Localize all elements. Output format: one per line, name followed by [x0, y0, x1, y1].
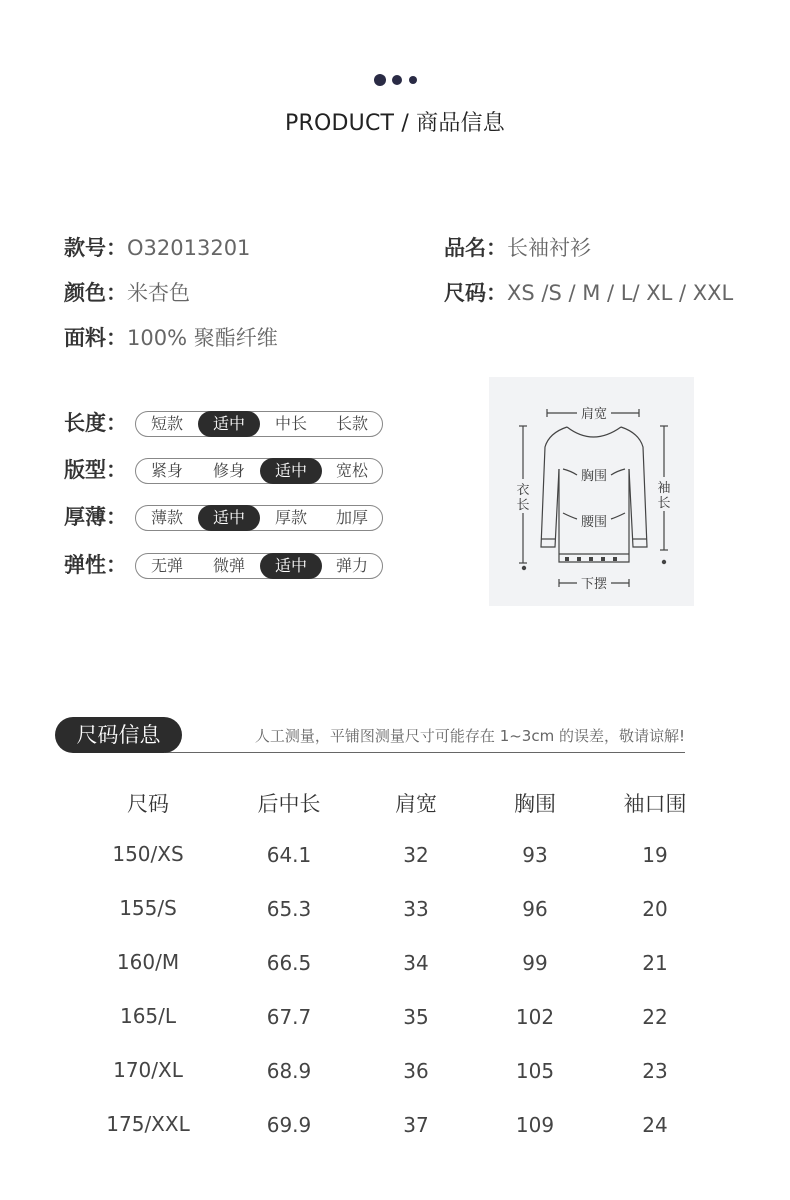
shirt-outline-icon: [489, 377, 694, 606]
diagram-sleeve-label: 袖: [657, 481, 671, 496]
attribute-option: 厚款: [274, 508, 307, 527]
attribute-scale: [135, 553, 383, 579]
table-cell: 66.5: [266, 951, 312, 975]
table-cell: 150/XS: [112, 842, 184, 866]
table-cell: 67.7: [266, 1005, 312, 1029]
divider: [165, 752, 685, 753]
table-cell: 165/L: [119, 1004, 177, 1028]
dot-icon: [409, 76, 417, 84]
table-cell: 23: [642, 1059, 668, 1083]
table-cell: 175/XXL: [106, 1112, 190, 1136]
table-cell: 19: [642, 843, 668, 867]
style-number-label: 款号：: [64, 236, 127, 260]
size-label: 尺码：: [444, 281, 507, 305]
diagram-length-label: 衣: [516, 483, 530, 498]
table-cell: 33: [403, 897, 429, 921]
table-cell: 69.9: [266, 1113, 312, 1137]
table-cell: 170/XL: [113, 1058, 183, 1082]
table-cell: 93: [522, 843, 548, 867]
table-cell: 36: [403, 1059, 429, 1083]
size-info-header: [55, 717, 685, 753]
fabric-value: 100% 聚酯纤维: [127, 326, 278, 350]
table-cell: 160/M: [116, 950, 180, 974]
table-cell: 109: [515, 1113, 555, 1137]
attribute-option: 适中: [198, 505, 260, 531]
attribute-label: 版型：: [64, 458, 127, 482]
color-value: 米杏色: [127, 281, 190, 305]
table-cell: 105: [515, 1059, 555, 1083]
dot-icon: [374, 74, 386, 86]
table-cell: 32: [403, 843, 429, 867]
fabric-label: 面料：: [64, 326, 127, 350]
attribute-option: 适中: [260, 458, 322, 484]
size-info-tab: 尺码信息: [55, 717, 182, 753]
table-cell: 65.3: [266, 897, 312, 921]
product-name: [444, 232, 591, 262]
table-cell: 37: [403, 1113, 429, 1137]
size-value: XS /S / M / L/ XL / XXL: [507, 281, 734, 305]
measurement-note: 人工测量，平铺图测量尺寸可能存在 1~3cm 的误差，敬请谅解!: [254, 727, 685, 745]
attribute-option: 加厚: [335, 508, 368, 527]
attribute-option: 修身: [212, 461, 245, 480]
dot-icon: [392, 75, 402, 85]
size-info: [444, 277, 733, 307]
table-header-cell: 袖口围: [623, 792, 687, 816]
table-cell: 35: [403, 1005, 429, 1029]
attribute-label: 厚薄：: [64, 505, 127, 529]
product-name-value: 长袖衬衫: [507, 236, 591, 260]
table-header-cell: 后中长: [257, 792, 321, 816]
attribute-option: 薄款: [150, 508, 183, 527]
table-cell: 22: [642, 1005, 668, 1029]
product-name-label: 品名：: [444, 236, 507, 260]
attribute-option: 紧身: [150, 461, 183, 480]
table-cell: 68.9: [266, 1059, 312, 1083]
page-title: PRODUCT / 商品信息: [285, 111, 505, 136]
color-label: 颜色：: [64, 281, 127, 305]
style-number-value: O32013201: [127, 236, 251, 260]
measurement-diagram: [489, 377, 694, 606]
diagram-length-label: 长: [516, 498, 530, 513]
style-number: [64, 232, 250, 262]
attribute-option: 短款: [150, 414, 183, 433]
diagram-shoulder-label: 肩宽: [580, 407, 608, 422]
color-info: [64, 277, 190, 307]
attribute-option: 长款: [335, 414, 368, 433]
table-cell: 155/S: [119, 896, 177, 920]
table-cell: 64.1: [266, 843, 312, 867]
table-cell: 21: [642, 951, 668, 975]
attribute-option: 适中: [260, 553, 322, 579]
diagram-waist-label: 腰围: [580, 515, 608, 530]
attribute-option: 中长: [274, 414, 307, 433]
attribute-scale: [135, 458, 383, 484]
table-header-cell: 胸围: [514, 792, 556, 816]
table-header-cell: 尺码: [127, 792, 169, 816]
attribute-label: 长度：: [64, 411, 127, 435]
attribute-option: 弹力: [335, 556, 368, 575]
table-cell: 102: [515, 1005, 555, 1029]
fabric-info: [64, 322, 278, 352]
attribute-option: 适中: [198, 411, 260, 437]
diagram-chest-label: 胸围: [580, 469, 608, 484]
table-header-cell: 肩宽: [395, 792, 437, 816]
table-cell: 24: [642, 1113, 668, 1137]
attribute-scale: [135, 411, 383, 437]
diagram-sleeve-label: 长: [657, 496, 671, 511]
table-cell: 96: [522, 897, 548, 921]
attribute-option: 微弹: [212, 556, 245, 575]
attribute-label: 弹性：: [64, 553, 127, 577]
decorative-dots: [374, 74, 422, 86]
attribute-option: 宽松: [335, 461, 368, 480]
table-cell: 20: [642, 897, 668, 921]
table-cell: 34: [403, 951, 429, 975]
attribute-scale: [135, 505, 383, 531]
attribute-option: 无弹: [150, 556, 183, 575]
diagram-hem-label: 下摆: [580, 577, 608, 592]
table-cell: 99: [522, 951, 548, 975]
